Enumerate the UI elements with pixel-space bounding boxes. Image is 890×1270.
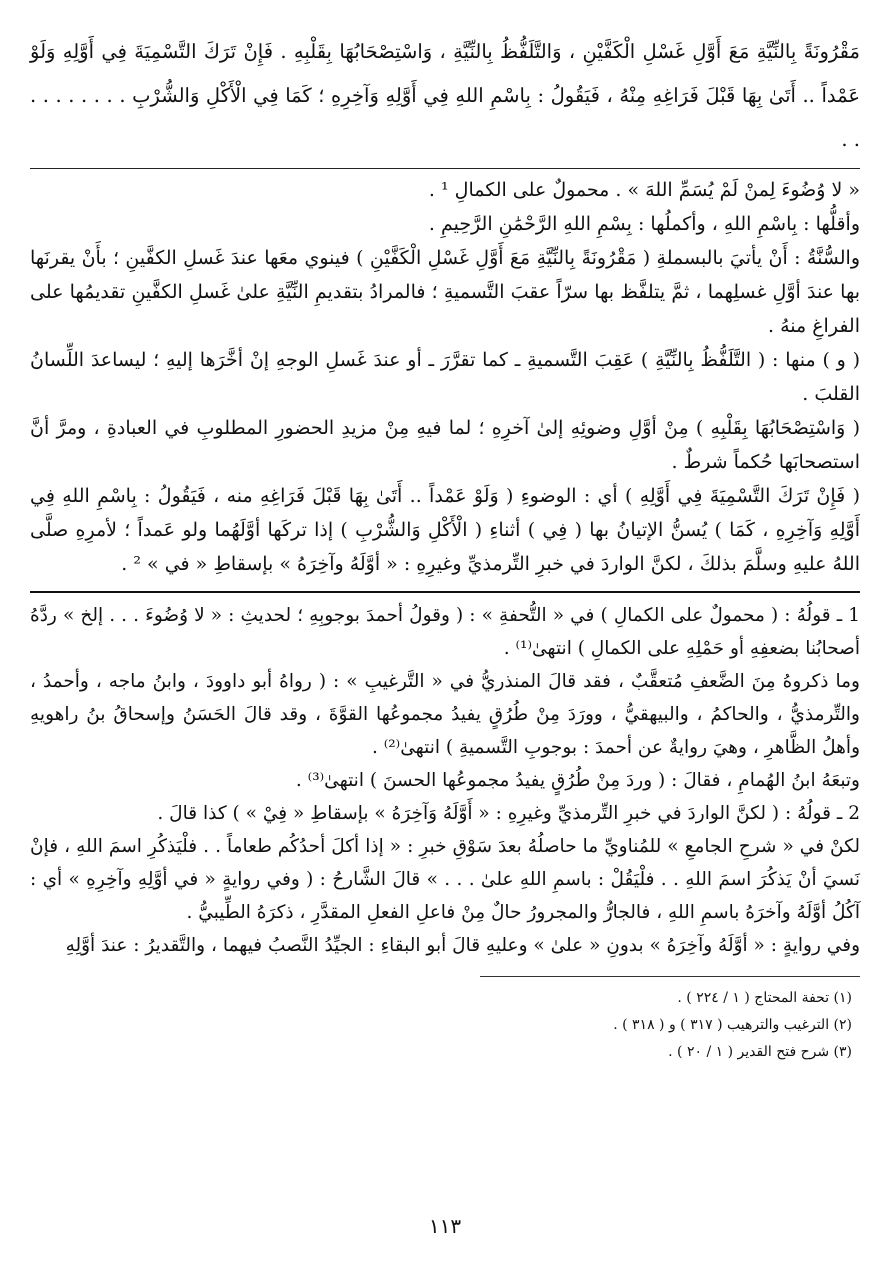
sharh-paragraph: « لا وُضُوءَ لِمنْ لَمْ يُسَمِّ اللهَ » . محمولٌ على الكمالِ ¹ . — [428, 179, 860, 201]
footnotes-section — [30, 985, 860, 1066]
sharh-paragraph: وأقلُّها : بِاسْمِ اللهِ ، وأكملُها : بِسْمِ اللهِ الرَّحْمَٰنِ الرَّحِيمِ . — [428, 213, 860, 235]
sharh-paragraph: ( و ) منها : ( التَّلَفُّظُ بِالنِّيَّةِ ) عَقِبَ التَّسميةِ ـ كما تقرَّرَ ـ أو عندَ غَسلِ الوجهِ إنْ أخَّرَها إليهِ ؛ ليساعدَ اللِّسانُ القلبَ . — [30, 349, 860, 405]
hashiya-paragraph: وما ذكروهُ مِنَ الضَّعفِ مُتعقَّبٌ ، فقد قالَ المنذريُّ في « التَّرغيبِ » : ( رواهُ أبو داوودَ ، وابنُ ماجه ، وأحمدُ ، والتِّرمذيُّ ، والحاكمُ ، والبيهقيُّ ، وورَدَ مِنْ طُرُقٍ يفيدُ مجموعُها القوَّةَ ، وقد قالَ الحَسَنُ وإسحاقُ بنُ راهويهِ وأهلُ الظَّاهرِ ، وهيَ روايةٌ عن أحمدَ : بوجوبِ التَّسميةِ ) انتهىٰ⁽²⁾ . — [30, 671, 860, 758]
book-page — [30, 30, 860, 1066]
hashiya-paragraph: 2 ـ قولُهُ : ( لكنَّ الواردَ في خبرِ التِّرمذيِّ وغيرِهِ : « أَوَّلَهُ وَآخِرَهُ » بإسقاطِ « فِيْ » ) كذا قالَ . — [157, 803, 860, 824]
footnote-item: (٢) الترغيب والترهيب ( ٣١٧ ) و ( ٣١٨ ) . — [613, 1017, 852, 1033]
hashiya-paragraph: وتبعَهُ ابنُ الهُمامِ ، فقالَ : ( وردَ مِنْ طُرُقٍ يفيدُ مجموعُها الحسنَ ) انتهىٰ⁽³⁾ . — [295, 770, 860, 791]
matn-divider — [30, 168, 860, 169]
sharh-section — [30, 173, 860, 581]
matn-section — [30, 30, 860, 162]
sharh-paragraph: والسُّنَّةُ : أَنْ يأتيَ بالبسملةِ ( مَقْرُونَةً بِالنِّيَّةِ مَعَ أَوَّلِ غَسْلِ الْكَفَّيْنِ ) فينوي معَها عندَ غَسلِ الكفَّينِ ؛ بأَنْ يقرنَها بها عندَ أوَّلِ غسلِهما ، ثمَّ يتلفَّظ بها سرّاً عقبَ التَّسميةِ ؛ فالمرادُ بتقديمِ النِّيَّةِ علىٰ غَسلِ الكفَّينِ تقديمُها على الفراغِ منهُ . — [30, 247, 860, 337]
footnote-item: (١) تحفة المحتاج ( ١ / ٢٢٤ ) . — [677, 990, 852, 1006]
footnote-divider — [480, 976, 860, 977]
hashiya-paragraph: 1 ـ قولُهُ : ( محمولٌ على الكمالِ ) في « التُّحفةِ » : ( وقولُ أحمدَ بوجوبِهِ ؛ لحديثِ : « لا وُضُوءَ . . . إلخ » ردَّهُ أصحابُنا بضعفِهِ أو حَمْلِهِ على الكمالِ ) انتهىٰ⁽¹⁾ . — [30, 605, 860, 659]
hashiya-paragraph: لكنْ في « شرحِ الجامعِ » للمُناويِّ ما حاصلُهُ بعدَ سَوْقِ خبرِ : « إذا أكلَ أحدُكُم طعاماً . . فلْيَذكُرِ اسمَ اللهِ ، فإنْ نَسيَ أنْ يَذكُرَ اسمَ اللهِ . . فلْيَقُلْ : باسمِ اللهِ علىٰ . . . » قالَ الشَّارحُ : ( وفي روايةٍ « في أوَّلِهِ وآخِرِهِ » أي : آكُلُ أوَّلَهُ وآخرَهُ باسمِ اللهِ ، فالجارُّ والمجرورُ حالٌ مِنْ فاعلِ الفعلِ المقدَّرِ ، ذكرَهُ الطِّيبيُّ . — [30, 836, 860, 923]
page-number: ١١٣ — [428, 1214, 462, 1238]
hashiya-paragraph: وفي روايةٍ : « أوَّلَهُ وآخِرَهُ » بدونِ « علىٰ » وعليهِ قالَ أبو البقاءِ : الجيِّدُ النَّصبُ فيهما ، والتَّقديرُ : عندَ أوَّلِهِ — [65, 935, 860, 956]
footnote-item: (٣) شرح فتح القدير ( ١ / ٢٠ ) . — [668, 1044, 852, 1060]
sharh-paragraph: ( وَاسْتِصْحَابُهَا بِقَلْبِهِ ) مِنْ أوَّلِ وضوئِهِ إلىٰ آخرِهِ ؛ لما فيهِ مِنْ مزيدِ الحضورِ المطلوبِ في العبادةِ ، ومرَّ أنَّ استصحابَها حُكماً شرطٌ . — [30, 417, 860, 473]
sharh-paragraph: ( فَإِنْ تَرَكَ التَّسْمِيَةَ فِي أَوَّلِهِ ) أي : الوضوءِ ( وَلَوْ عَمْداً .. أَتَىٰ بِهَا قَبْلَ فَرَاغِهِ منه ، فَيَقُولُ : بِاسْمِ اللهِ فِي أَوَّلِهِ وَآخِرِهِ ، كَمَا ) يُسنُّ الإتيانُ بها ( فِي ) أثناءِ ( الْأَكْلِ وَالشُّرْبِ ) إذا تركَها أوَّلَهُما ولو عَمداً ؛ لأمرِهِ صلَّى اللهُ عليهِ وسلَّمَ بذلكَ ، لكنَّ الواردَ في خبرِ التِّرمذيِّ وغيرِهِ : « أوَّلَهُ وآخِرَهُ » بإسقاطِ « في » ² . — [30, 485, 860, 575]
hashiya-section — [30, 599, 860, 962]
hashiya-divider — [30, 591, 860, 593]
matn-paragraph: مَقْرُونَةً بِالنِّيَّةِ مَعَ أَوَّلِ غَسْلِ الْكَفَّيْنِ ، وَالتَّلَفُّظُ بِالنِّيَّةِ ، وَاسْتِصْحَابُهَا بِقَلْبِهِ . فَإِنْ تَرَكَ التَّسْمِيَةَ فِي أَوَّلِهِ وَلَوْ عَمْداً .. أَتَىٰ بِهَا قَبْلَ فَرَاغِهِ مِنْهُ ، فَيَقُولُ : بِاسْمِ اللهِ فِي أَوَّلِهِ وَآخِرِهِ ؛ كَمَا فِي الْأَكْلِ وَالشُّرْبِ . . . . . . . . . . — [30, 40, 860, 151]
